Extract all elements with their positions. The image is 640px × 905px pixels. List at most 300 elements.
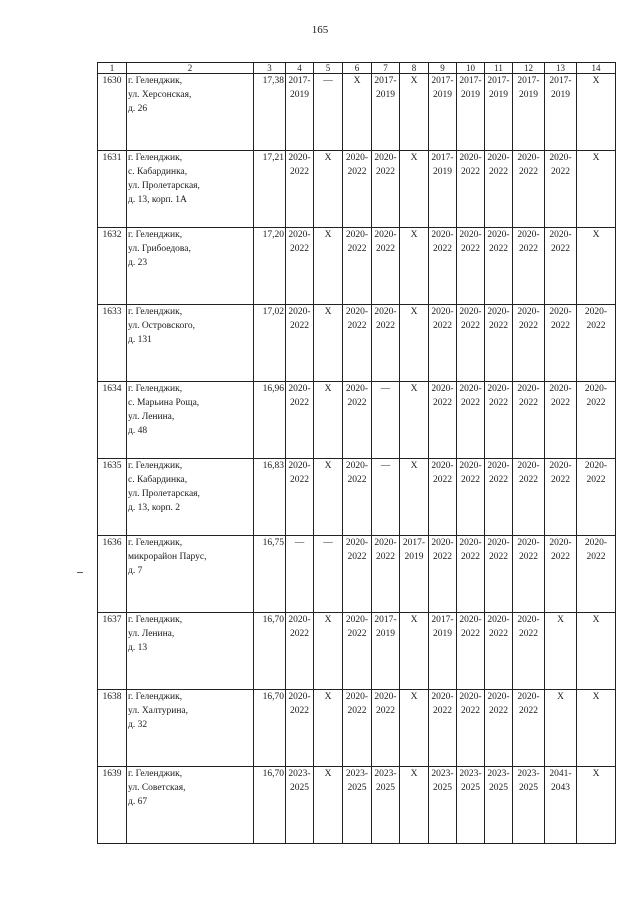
period-cell-c4: [286, 151, 314, 228]
period-line: 2020-: [431, 692, 454, 702]
period-line: —: [380, 461, 391, 471]
period-line: 2020-: [487, 307, 510, 317]
address-line: г. Геленджик,: [128, 384, 183, 394]
period-line: 2022: [433, 244, 452, 254]
period-cell-c14: [577, 613, 616, 690]
address-line: ул. Пролетарская,: [128, 489, 200, 499]
period-line: X: [324, 461, 332, 471]
address-line: г. Геленджик,: [128, 461, 183, 471]
address-cell: [127, 690, 254, 767]
period-cell-c11: [485, 228, 513, 305]
column-header: 4: [286, 63, 314, 74]
period-cell-c11: [485, 690, 513, 767]
period-line: 2022: [461, 706, 480, 716]
period-line: 2020-: [459, 230, 482, 240]
period-line: 2020-: [549, 230, 572, 240]
period-cell-c9: [429, 613, 457, 690]
period-line: —: [380, 384, 391, 394]
period-line: X: [324, 307, 332, 317]
period-line: 2019: [433, 90, 452, 100]
period-line: 2020-: [288, 615, 311, 625]
period-line: 2022: [347, 552, 367, 562]
period-cell-c4: [286, 305, 314, 382]
period-line: 2025: [461, 783, 480, 793]
period-line: X: [592, 615, 600, 625]
address-line: г. Геленджик,: [128, 230, 183, 240]
period-line: 2022: [376, 706, 395, 716]
period-cell-c5: [314, 151, 343, 228]
row-number: 1637: [98, 613, 127, 690]
address-cell: [127, 305, 254, 382]
period-cell-c6: [343, 305, 372, 382]
period-line: 2022: [433, 552, 452, 562]
period-cell-c4: [286, 459, 314, 536]
period-line: 2022: [461, 398, 480, 408]
period-line: 2020-: [431, 461, 454, 471]
period-line: 2022: [290, 398, 309, 408]
period-cell-c8: [400, 613, 429, 690]
table-body: [98, 74, 616, 844]
period-cell-c4: [286, 536, 314, 613]
period-line: 2022: [290, 475, 309, 485]
period-cell-c10: [457, 382, 485, 459]
period-cell-c11: [485, 536, 513, 613]
period-line: 2020-: [517, 230, 540, 240]
period-line: 2020-: [549, 307, 572, 317]
period-line: 2022: [551, 167, 570, 177]
period-line: X: [592, 230, 600, 240]
period-line: 2020-: [459, 615, 482, 625]
period-cell-c8: [400, 459, 429, 536]
period-line: —: [323, 538, 333, 548]
period-line: 2020-: [459, 538, 482, 548]
period-line: 2022: [519, 629, 538, 639]
period-cell-c8: [400, 151, 429, 228]
period-line: 2020-: [549, 538, 572, 548]
period-line: 2023-: [459, 769, 482, 779]
period-cell-c4: [286, 767, 314, 844]
address-cell: [127, 767, 254, 844]
period-line: 2020-: [288, 384, 311, 394]
period-cell-c11: [485, 382, 513, 459]
table-row: [98, 690, 616, 767]
period-cell-c8: [400, 767, 429, 844]
period-line: 2022: [290, 706, 309, 716]
period-cell-c7: [372, 228, 400, 305]
period-cell-c6: [343, 459, 372, 536]
area-cell: 17,02: [254, 305, 286, 382]
period-line: 2022: [347, 629, 367, 639]
period-line: 2020-: [288, 461, 311, 471]
period-cell-c7: [372, 459, 400, 536]
period-line: 2019: [376, 629, 395, 639]
period-line: 2017-: [374, 615, 397, 625]
period-line: 2022: [347, 475, 367, 485]
period-cell-c14: [577, 690, 616, 767]
period-line: 2025: [489, 783, 508, 793]
period-line: 2020-: [374, 230, 397, 240]
period-line: 2022: [519, 552, 538, 562]
period-line: 2022: [376, 321, 395, 331]
period-cell-c5: [314, 228, 343, 305]
address-line: ул. Советская,: [128, 783, 186, 793]
period-cell-c12: [513, 151, 545, 228]
period-cell-c13: [545, 228, 577, 305]
period-cell-c10: [457, 228, 485, 305]
period-line: 2022: [461, 321, 480, 331]
address-cell: [127, 613, 254, 690]
period-cell-c7: [372, 151, 400, 228]
period-cell-c12: [513, 767, 545, 844]
period-cell-c10: [457, 767, 485, 844]
address-line: ул. Халтурина,: [128, 706, 189, 716]
period-cell-c13: [545, 382, 577, 459]
period-line: 2020-: [459, 307, 482, 317]
period-cell-c8: [400, 228, 429, 305]
area-cell: 17,20: [254, 228, 286, 305]
period-cell-c12: [513, 690, 545, 767]
period-cell-c5: [314, 459, 343, 536]
period-cell-c14: [577, 382, 616, 459]
period-line: 2020-: [517, 153, 540, 163]
period-line: 2020-: [487, 461, 510, 471]
period-line: 2022: [433, 706, 452, 716]
period-cell-c6: [343, 74, 372, 151]
period-cell-c12: [513, 536, 545, 613]
area-cell: 16,96: [254, 382, 286, 459]
period-line: 2017-: [431, 153, 454, 163]
period-line: 2020-: [487, 692, 510, 702]
column-header: 6: [343, 63, 372, 74]
period-line: 2020-: [288, 153, 311, 163]
period-cell-c5: [314, 767, 343, 844]
table-row: [98, 767, 616, 844]
row-number: 1630: [98, 74, 127, 151]
address-line: с. Кабардинка,: [128, 167, 188, 177]
period-line: 2022: [586, 475, 606, 485]
period-line: 2022: [489, 706, 508, 716]
period-line: 2020-: [487, 153, 510, 163]
period-line: 2020-: [374, 307, 397, 317]
period-line: 2020-: [487, 230, 510, 240]
period-cell-c11: [485, 74, 513, 151]
period-line: 2023-: [431, 769, 454, 779]
address-line: д. 13, корп. 2: [128, 503, 181, 513]
period-cell-c7: [372, 536, 400, 613]
period-cell-c8: [400, 690, 429, 767]
period-line: 2020-: [487, 615, 510, 625]
period-line: 2017-: [549, 76, 572, 86]
period-line: X: [410, 615, 418, 625]
period-line: 2020-: [345, 384, 369, 394]
period-cell-c12: [513, 613, 545, 690]
period-cell-c6: [343, 151, 372, 228]
period-line: 2020-: [459, 384, 482, 394]
period-line: 2020-: [431, 230, 454, 240]
period-line: 2020-: [374, 538, 397, 548]
row-number: 1638: [98, 690, 127, 767]
period-cell-c8: [400, 536, 429, 613]
period-line: 2022: [347, 167, 367, 177]
period-line: 2022: [489, 475, 508, 485]
address-line: ул. Пролетарская,: [128, 181, 200, 191]
period-line: 2022: [290, 167, 309, 177]
period-cell-c5: [314, 690, 343, 767]
column-header: 8: [400, 63, 429, 74]
period-line: 2022: [290, 629, 309, 639]
period-line: 2025: [376, 783, 395, 793]
address-line: с. Кабардинка,: [128, 475, 188, 485]
period-line: X: [324, 384, 332, 394]
period-cell-c4: [286, 690, 314, 767]
address-line: ул. Херсонская,: [128, 90, 192, 100]
period-line: 2020-: [288, 307, 311, 317]
period-line: 2019: [489, 90, 508, 100]
period-line: 2022: [461, 244, 480, 254]
period-line: 2020-: [345, 692, 369, 702]
period-line: 2022: [586, 552, 606, 562]
period-line: 2022: [489, 552, 508, 562]
period-cell-c7: [372, 74, 400, 151]
address-line: д. 131: [128, 335, 152, 345]
period-line: 2017-: [374, 76, 397, 86]
period-line: 2019: [551, 90, 570, 100]
period-line: —: [323, 76, 333, 86]
address-cell: [127, 228, 254, 305]
period-line: 2022: [433, 321, 452, 331]
period-cell-c5: [314, 382, 343, 459]
period-cell-c14: [577, 305, 616, 382]
period-line: 2020-: [345, 615, 369, 625]
period-cell-c7: [372, 613, 400, 690]
period-cell-c5: [314, 305, 343, 382]
period-cell-c9: [429, 305, 457, 382]
period-cell-c9: [429, 536, 457, 613]
period-cell-c4: [286, 382, 314, 459]
period-cell-c9: [429, 74, 457, 151]
period-line: 2025: [519, 783, 538, 793]
period-cell-c10: [457, 613, 485, 690]
period-line: 2020-: [517, 538, 540, 548]
row-number: 1632: [98, 228, 127, 305]
period-line: 2020-: [517, 461, 540, 471]
period-cell-c7: [372, 382, 400, 459]
address-cell: [127, 382, 254, 459]
period-line: 2022: [347, 321, 367, 331]
period-line: X: [410, 769, 418, 779]
period-line: 2020-: [431, 384, 454, 394]
period-line: 2020-: [345, 461, 369, 471]
column-header: 13: [545, 63, 577, 74]
column-header: 2: [127, 63, 254, 74]
period-line: 2017-: [517, 76, 540, 86]
column-header: 11: [485, 63, 513, 74]
period-line: 2022: [433, 398, 452, 408]
period-cell-c9: [429, 151, 457, 228]
period-line: 2020-: [431, 538, 454, 548]
table-row: [98, 536, 616, 613]
period-cell-c11: [485, 459, 513, 536]
period-cell-c12: [513, 459, 545, 536]
period-cell-c9: [429, 382, 457, 459]
period-line: 2041-: [549, 769, 572, 779]
table-row: [98, 74, 616, 151]
period-line: X: [324, 153, 332, 163]
period-cell-c13: [545, 459, 577, 536]
table-row: [98, 305, 616, 382]
area-cell: 16,83: [254, 459, 286, 536]
address-cell: [127, 459, 254, 536]
address-line: д. 13: [128, 643, 148, 653]
period-line: 2022: [461, 167, 480, 177]
period-cell-c8: [400, 305, 429, 382]
period-line: 2019: [519, 90, 538, 100]
period-line: 2022: [347, 244, 367, 254]
period-line: 2020-: [517, 615, 540, 625]
period-line: 2022: [376, 167, 395, 177]
address-line: ул. Ленина,: [128, 629, 175, 639]
row-number: 1633: [98, 305, 127, 382]
area-cell: 16,75: [254, 536, 286, 613]
period-cell-c7: [372, 767, 400, 844]
row-number: 1635: [98, 459, 127, 536]
period-line: 2017-: [487, 76, 510, 86]
period-cell-c14: [577, 536, 616, 613]
table-row: [98, 151, 616, 228]
period-cell-c13: [545, 690, 577, 767]
period-line: 2019: [376, 90, 395, 100]
area-cell: 17,38: [254, 74, 286, 151]
column-header: 1: [98, 63, 127, 74]
period-line: 2020-: [584, 384, 608, 394]
period-cell-c6: [343, 767, 372, 844]
period-line: 2023-: [517, 769, 540, 779]
column-header: 9: [429, 63, 457, 74]
period-line: 2022: [586, 398, 606, 408]
period-cell-c14: [577, 74, 616, 151]
period-cell-c6: [343, 536, 372, 613]
period-line: 2022: [290, 321, 309, 331]
period-cell-c9: [429, 459, 457, 536]
period-line: 2043: [551, 783, 570, 793]
period-line: 2020-: [584, 307, 608, 317]
period-line: X: [410, 384, 418, 394]
period-cell-c8: [400, 74, 429, 151]
period-line: 2025: [290, 783, 309, 793]
period-cell-c12: [513, 382, 545, 459]
period-cell-c12: [513, 74, 545, 151]
period-line: X: [410, 230, 418, 240]
period-line: X: [324, 615, 332, 625]
area-cell: 16,70: [254, 767, 286, 844]
period-cell-c13: [545, 151, 577, 228]
period-line: 2022: [376, 244, 395, 254]
table-row: [98, 613, 616, 690]
address-line: г. Геленджик,: [128, 615, 183, 625]
address-line: г. Геленджик,: [128, 769, 183, 779]
period-line: X: [557, 615, 564, 625]
period-cell-c14: [577, 767, 616, 844]
area-cell: 17,21: [254, 151, 286, 228]
row-number: 1639: [98, 767, 127, 844]
period-line: 2020-: [374, 153, 397, 163]
period-line: X: [324, 692, 332, 702]
period-line: 2022: [519, 398, 538, 408]
address-line: д. 13, корп. 1А: [128, 195, 187, 205]
period-cell-c7: [372, 305, 400, 382]
period-line: 2022: [489, 321, 508, 331]
period-line: 2022: [551, 475, 570, 485]
address-line: г. Геленджик,: [128, 76, 183, 86]
address-line: ул. Островского,: [128, 321, 195, 331]
header-row: [98, 63, 616, 74]
address-line: д. 67: [128, 797, 148, 807]
period-cell-c4: [286, 74, 314, 151]
period-line: 2022: [519, 475, 538, 485]
period-line: X: [410, 692, 418, 702]
period-cell-c11: [485, 151, 513, 228]
period-cell-c14: [577, 228, 616, 305]
address-line: г. Геленджик,: [128, 538, 183, 548]
address-line: д. 7: [128, 566, 143, 576]
period-line: 2022: [551, 321, 570, 331]
table-row: [98, 459, 616, 536]
period-line: 2022: [551, 398, 570, 408]
period-line: 2022: [519, 244, 538, 254]
row-number: 1634: [98, 382, 127, 459]
period-line: X: [592, 153, 600, 163]
period-line: X: [353, 76, 361, 86]
period-cell-c10: [457, 690, 485, 767]
period-line: 2020-: [431, 307, 454, 317]
period-line: X: [324, 769, 332, 779]
period-cell-c10: [457, 305, 485, 382]
period-line: 2022: [551, 552, 570, 562]
address-line: ул. Грибоедова,: [128, 244, 191, 254]
period-line: 2020-: [345, 538, 369, 548]
period-line: X: [410, 461, 418, 471]
period-line: 2022: [347, 398, 367, 408]
address-line: с. Марьина Роща,: [128, 398, 200, 408]
period-line: 2022: [461, 552, 480, 562]
period-line: 2020-: [459, 461, 482, 471]
period-line: 2022: [519, 706, 538, 716]
period-line: 2023-: [374, 769, 397, 779]
period-cell-c5: [314, 536, 343, 613]
period-cell-c10: [457, 74, 485, 151]
period-cell-c5: [314, 74, 343, 151]
period-cell-c4: [286, 228, 314, 305]
period-line: 2020-: [288, 230, 311, 240]
address-line: д. 48: [128, 426, 148, 436]
period-line: X: [557, 692, 564, 702]
row-number: 1631: [98, 151, 127, 228]
period-cell-c13: [545, 767, 577, 844]
period-line: 2019: [461, 90, 480, 100]
column-header: 5: [314, 63, 343, 74]
period-line: 2020-: [487, 538, 510, 548]
period-line: —: [294, 538, 305, 548]
period-cell-c9: [429, 690, 457, 767]
period-line: 2020-: [584, 461, 608, 471]
address-line: г. Геленджик,: [128, 307, 183, 317]
period-line: 2022: [489, 244, 508, 254]
period-line: X: [410, 307, 418, 317]
period-cell-c13: [545, 305, 577, 382]
period-line: 2022: [290, 244, 309, 254]
period-line: X: [324, 230, 332, 240]
area-cell: 16,70: [254, 613, 286, 690]
